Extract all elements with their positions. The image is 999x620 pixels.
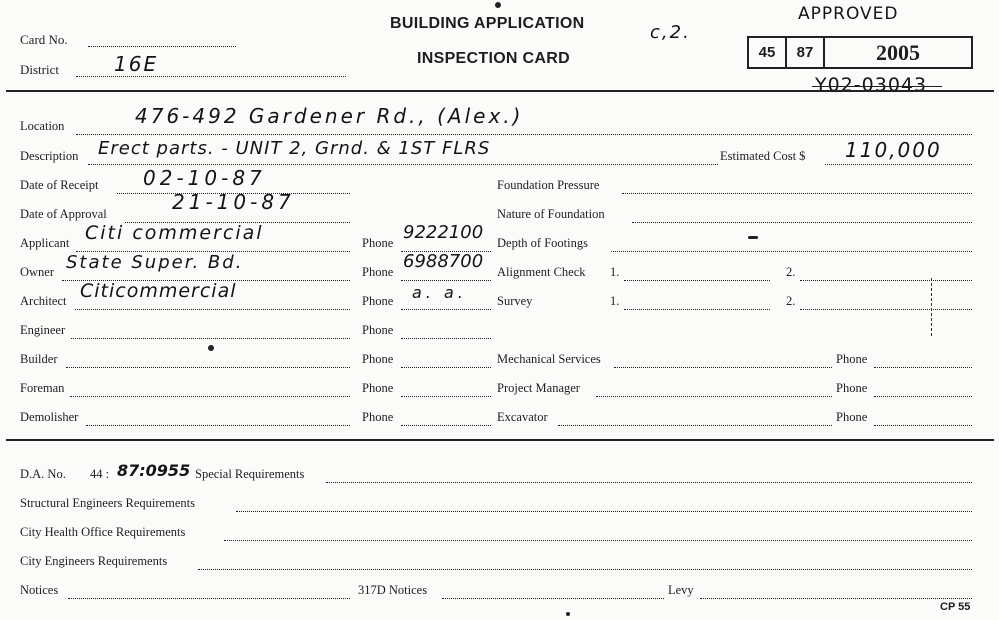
builder-mark bbox=[208, 345, 214, 351]
estimated-cost-line bbox=[825, 164, 972, 165]
da-no-label: D.A. No. bbox=[20, 467, 66, 481]
notices-317d-label: 317D Notices bbox=[358, 583, 428, 597]
demolisher-line bbox=[86, 425, 350, 426]
builder-label: Builder bbox=[20, 352, 58, 366]
nature-of-foundation-line bbox=[632, 222, 972, 223]
depth-mark bbox=[748, 236, 758, 239]
notices-line bbox=[68, 598, 350, 599]
builder-line bbox=[66, 367, 350, 368]
applicant-value: Citi commercial bbox=[85, 222, 264, 244]
alignment-check-2-line bbox=[800, 280, 972, 281]
mechanical-services-phone-line bbox=[874, 367, 972, 368]
location-line bbox=[76, 134, 972, 135]
description-value: Erect parts. - UNIT 2, Grnd. & 1ST FLRS bbox=[98, 138, 491, 159]
form-code: CP 55 bbox=[940, 601, 971, 613]
bottom-mark bbox=[566, 612, 570, 616]
architect-label: Architect bbox=[20, 294, 67, 308]
architect-phone-label: Phone bbox=[362, 294, 394, 308]
description-label: Description bbox=[20, 149, 79, 163]
survey-2-line bbox=[800, 309, 972, 310]
da-no-value: 87:0955 bbox=[117, 461, 191, 480]
district-label: District bbox=[20, 62, 59, 77]
special-requirements-line bbox=[326, 482, 972, 483]
demolisher-phone-label: Phone bbox=[362, 410, 394, 424]
applicant-label: Applicant bbox=[20, 236, 70, 250]
project-manager-line bbox=[596, 396, 832, 397]
nature-of-foundation-label: Nature of Foundation bbox=[497, 207, 605, 221]
card-box-1: 45 bbox=[747, 36, 787, 69]
card-box-3: 2005 bbox=[823, 36, 973, 69]
city-health-label: City Health Office Requirements bbox=[20, 525, 186, 539]
project-manager-label: Project Manager bbox=[497, 381, 580, 395]
excavator-phone-line bbox=[874, 425, 972, 426]
card-box-2: 87 bbox=[785, 36, 825, 69]
middle-rule bbox=[6, 439, 994, 441]
engineer-line bbox=[71, 338, 350, 339]
header-rule bbox=[6, 90, 994, 92]
structural-engineers-label: Structural Engineers Requirements bbox=[20, 496, 195, 510]
survey-1: 1. bbox=[610, 294, 620, 308]
survey-1-line bbox=[624, 309, 770, 310]
builder-phone-label: Phone bbox=[362, 352, 394, 366]
city-engineers-label: City Engineers Requirements bbox=[20, 554, 168, 568]
city-health-line bbox=[224, 540, 972, 541]
mechanical-services-line bbox=[614, 367, 832, 368]
da-no-prefix: 44 : bbox=[90, 467, 110, 481]
applicant-phone-value: 9222100 bbox=[403, 222, 484, 243]
owner-phone-value: 6988700 bbox=[403, 251, 484, 272]
depth-of-footings-label: Depth of Footings bbox=[497, 236, 588, 250]
top-mark bbox=[495, 2, 501, 8]
card-title-line1: BUILDING APPLICATION bbox=[390, 15, 585, 32]
approved-stamp: APPROVED bbox=[798, 4, 899, 24]
architect-phone-value: a. a. bbox=[412, 283, 467, 302]
engineer-label: Engineer bbox=[20, 323, 66, 337]
mechanical-services-phone-label: Phone bbox=[836, 352, 868, 366]
notices-label: Notices bbox=[20, 583, 59, 597]
location-value: 476-492 Gardener Rd., (Alex.) bbox=[135, 104, 524, 128]
date-of-receipt-label: Date of Receipt bbox=[20, 178, 99, 192]
levy-line bbox=[700, 598, 972, 599]
card-title-line2: INSPECTION CARD bbox=[417, 50, 570, 67]
applicant-phone-label: Phone bbox=[362, 236, 394, 250]
card-no-line bbox=[88, 46, 236, 47]
estimated-cost-value: 110,000 bbox=[845, 138, 942, 162]
foundation-pressure-label: Foundation Pressure bbox=[497, 178, 600, 192]
date-of-approval-label: Date of Approval bbox=[20, 207, 107, 221]
engineer-phone-line bbox=[401, 338, 491, 339]
district-value: 16E bbox=[114, 52, 159, 76]
foreman-phone-label: Phone bbox=[362, 381, 394, 395]
owner-phone-line bbox=[401, 280, 491, 281]
excavator-label: Excavator bbox=[497, 410, 548, 424]
architect-value: Citicommercial bbox=[80, 280, 237, 302]
owner-phone-label: Phone bbox=[362, 265, 394, 279]
survey-label: Survey bbox=[497, 294, 533, 308]
ref-strike-line bbox=[812, 86, 942, 87]
alignment-check-1: 1. bbox=[610, 265, 620, 279]
location-label: Location bbox=[20, 119, 65, 133]
excavator-line bbox=[558, 425, 832, 426]
levy-label: Levy bbox=[668, 583, 694, 597]
owner-label: Owner bbox=[20, 265, 55, 279]
architect-line bbox=[75, 309, 350, 310]
foreman-label: Foreman bbox=[20, 381, 65, 395]
architect-phone-line bbox=[401, 309, 491, 310]
structural-engineers-line bbox=[236, 511, 972, 512]
mechanical-services-label: Mechanical Services bbox=[497, 352, 601, 366]
date-of-receipt-value: 02-10-87 bbox=[143, 166, 266, 190]
survey-2: 2. bbox=[786, 294, 796, 308]
ref-number: Y02-03043 bbox=[815, 74, 928, 96]
foundation-pressure-line bbox=[622, 193, 972, 194]
project-manager-phone-line bbox=[874, 396, 972, 397]
foreman-phone-line bbox=[401, 396, 491, 397]
alignment-check-1-line bbox=[624, 280, 770, 281]
depth-of-footings-line bbox=[611, 251, 972, 252]
demolisher-phone-line bbox=[401, 425, 491, 426]
notices-317d-line bbox=[442, 598, 664, 599]
demolisher-label: Demolisher bbox=[20, 410, 79, 424]
district-line bbox=[76, 76, 346, 77]
estimated-cost-label: Estimated Cost $ bbox=[720, 149, 806, 163]
project-manager-phone-label: Phone bbox=[836, 381, 868, 395]
owner-value: State Super. Bd. bbox=[66, 252, 244, 273]
alignment-check-2: 2. bbox=[786, 265, 796, 279]
alignment-check-label: Alignment Check bbox=[497, 265, 586, 279]
foreman-line bbox=[70, 396, 350, 397]
engineer-phone-label: Phone bbox=[362, 323, 394, 337]
date-of-approval-value: 21-10-87 bbox=[172, 190, 295, 214]
survey-margin-mark bbox=[931, 278, 932, 336]
card-no-label: Card No. bbox=[20, 32, 68, 47]
excavator-phone-label: Phone bbox=[836, 410, 868, 424]
handwritten-ref: c,2. bbox=[650, 22, 691, 43]
special-requirements-label: Special Requirements bbox=[195, 467, 305, 481]
description-line bbox=[88, 164, 718, 165]
builder-phone-line bbox=[401, 367, 491, 368]
city-engineers-line bbox=[198, 569, 972, 570]
